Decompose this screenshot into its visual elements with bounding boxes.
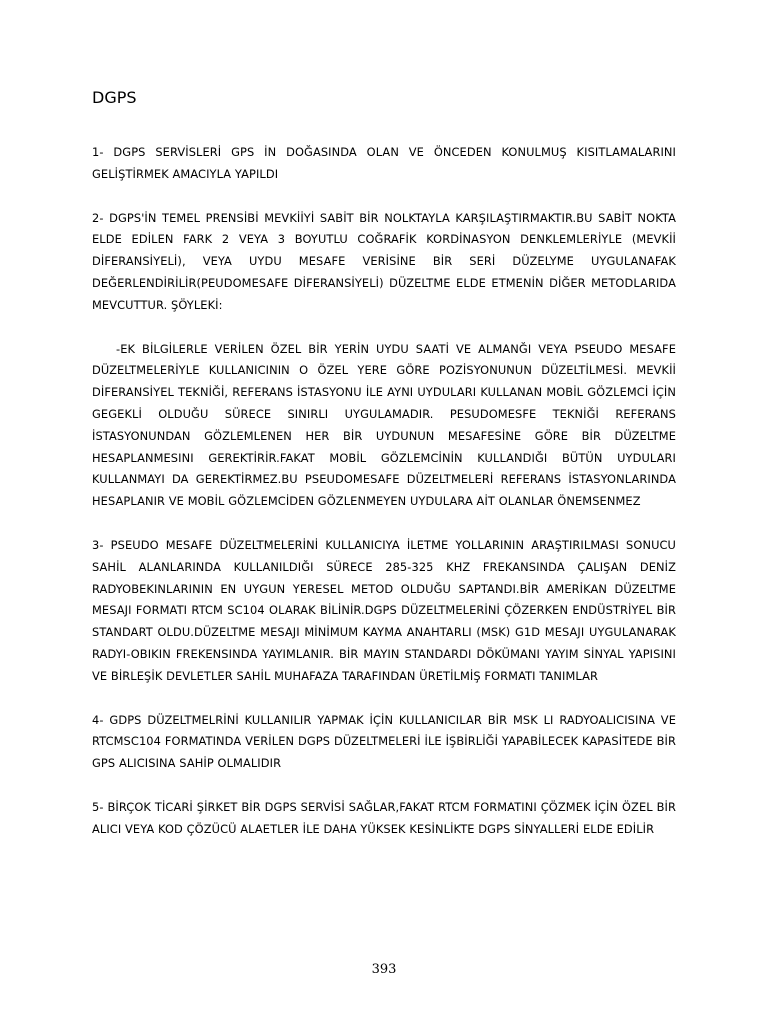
document-title: DGPS [92,88,137,107]
paragraph-4: 4- GDPS DÜZELTMELRİNİ KULLANILIR YAPMAK İÇİN KULLANICILAR BİR MSK LI RADYOALICISINA VE RTCMSC104 FORMATINDA VERİLEN DGPS DÜZELTMELERİ İLE İŞBİRLİĞİ YAPABİLECEK KAPASİTEDE BİR GPS ALICISINA SAHİP OLMALIDIR [92,712,676,771]
paragraph-5: 5- BİRÇOK TİCARİ ŞİRKET BİR DGPS SERVİSİ SAĞLAR,FAKAT RTCM FORMATINI ÇÖZMEK İÇİN ÖZEL BİR ALICI VEYA KOD ÇÖZÜCÜ ALAETLER İLE DAHA YÜKSEK KESİNLİKTE DGPS SİNYALLERİ ELDE EDİLİR [92,799,676,836]
paragraph-1: 1- DGPS SERVİSLERİ GPS İN DOĞASINDA OLAN VE ÖNCEDEN KONULMUŞ KISITLAMALARINI GELİŞTİRMEK AMACIYLA YAPILDI [92,145,676,181]
paragraph-2: 2- DGPS'İN TEMEL PRENSİBİ MEVKİİYİ SABİT BİR NOLKTAYLA KARŞILAŞTIRMAKTIR.BU SABİT NOKTA ELDE EDİLEN FARK 2 VEYA 3 BOYUTLU COĞRAFİK KORDİNASYON DENKLEMLERİYLE (MEVKİİ DİFERANSİYELİ), VEYA UYDU MESAFE VERİSİNE BİR SERİ DÜZELYME UYGULANAFAK DEĞERLENDİRİLİR(PEUDOMESAFE DİFERANSİYELİ) DÜZELTME ELDE ETMENİN DİĞER METODLARIDA MEVCUTTUR. ŞÖYLEKİ: [92,210,676,312]
document-page [92,86,676,863]
paragraph-2-continuation: -EK BİLGİLERLE VERİLEN ÖZEL BİR YERİN UYDU SAATİ VE ALMANĞI VEYA PSEUDO MESAFE DÜZELTMELERİYLE KULLANICININ O ÖZEL YERE GÖRE POZİSYONUNUN DÜZELTİLMESİ. MEVKİİ DİFERANSİYEL TEKNİĞİ, REFERANS İSTASYONU İLE AYNI UYDULARI KULLANAN MOBİL GÖZLEMCİ İÇİN GEGEKLİ OLDUĞU SÜRECE SINIRLI UYGULAMADIR. PESUDOMESFE TEKNİĞİ REFERANS İSTASYONUNDAN GÖZLEMLENEN HER BİR UYDUNUN MESAFESİNE GÖRE BİR DÜZELTME HESAPLANMESINI GEREKTİRİR.FAKAT MOBİL GÖZLEMCİNİN KULLANDIĞI BÜTÜN UYDULARI KULLANMAYI DA GEREKTİRMEZ.BU PSEUDOMESAFE DÜZELTMELERİ REFERANS İSTASYONLARINDA HESAPLANIR VE MOBİL GÖZLEMCİDEN GÖZLENMEYEN UYDULARA AİT OLANLAR ÖNEMSENMEZ [92,341,676,509]
page-number: 393 [371,962,397,977]
paragraph-3: 3- PSEUDO MESAFE DÜZELTMELERİNİ KULLANICIYA İLETME YOLLARININ ARAŞTIRILMASI SONUCU SAHİL ALANLARINDA KULLANILDIĞI SÜRECE 285-325 KHZ FREKANSINDA ÇALIŞAN DENİZ RADYOBEKINLARININ EN UYGUN YERESEL METOD OLDUĞU SAPTANDI.BİR AMERİKAN DÜZELTME MESAJI FORMATI RTCM SC104 OLARAK BİLİNİR.DGPS DÜZELTMELERİNİ ÇÖZERKEN ENDÜSTRİYEL BİR STANDART OLDU.DÜZELTME MESAJI MİNİMUM KAYMA ANAHTARLI (MSK) G1D MESAJI UYGULANARAK RADYI-OBIKIN FREKENSINDA YAYIMLANIR. BİR MAYIN STANDARDI DÖKÜMANI YAYIM SİNYAL YAPISINI VE BİRLEŞİK DEVLETLER SAHİL MUHAFAZA TARAFINDAN ÜRETİLMİŞ FORMATI TANIMLAR [92,537,676,683]
